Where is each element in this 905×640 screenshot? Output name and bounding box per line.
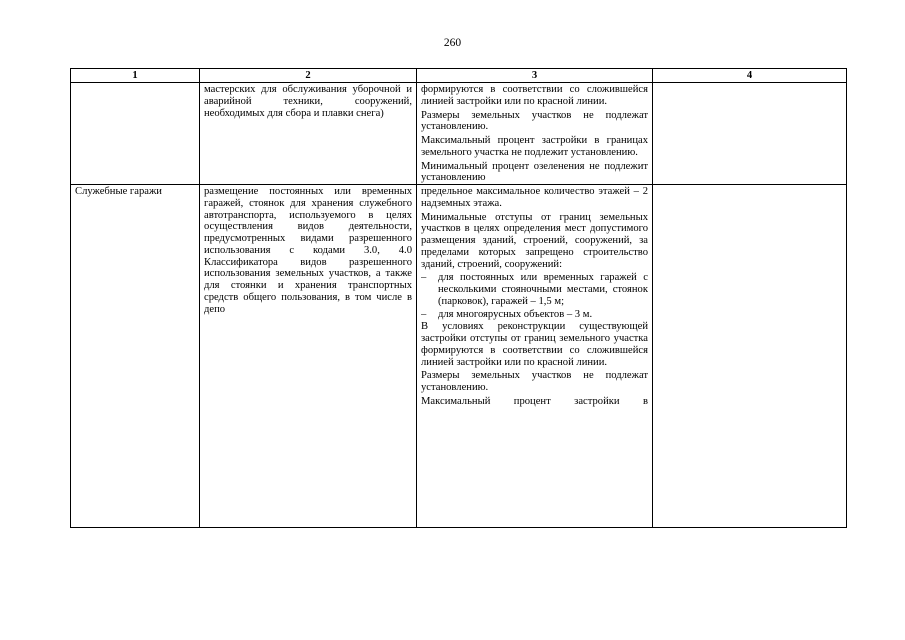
use-description-cell: мастерских для обслуживания уборочной и аварийной техники, сооружений, необходимых для сбора и плавки снега): [200, 83, 417, 185]
table-row: [71, 83, 847, 185]
table-row: [71, 185, 847, 528]
parameter-paragraph: формируются в соответствии со сложившейся линией застройки или по красной линии.: [421, 84, 648, 107]
parameter-paragraph: Минимальные отступы от границ земельных участков в целях определения мест допустимого размещения зданий, строений, сооружений, за пределами которых запрещено строительство зданий, строений, сооружений:: [421, 211, 648, 270]
parameter-paragraph: Максимальный процент застройки в границах земельного участка не подлежит установлению.: [421, 135, 648, 158]
parameters-content: [421, 186, 648, 527]
parameter-paragraph: Максимальный процент застройки в: [421, 395, 648, 407]
list-item: – для постоянных или временных гаражей с несколькими стояночными местами, стоянок (парковок), гаражей – 1,5 м;: [421, 272, 648, 307]
use-description-cell: размещение постоянных или временных гаражей, стоянок для хранения служебного автотранспорта, используемого в целях осуществления видов деятельности, предусмотренных видами разрешенного использования с кодами 3.0, 4.0 Классификатора видов разрешенного использования земельных участков, а также для стоянки и хранения транспортных средств общего пользования, в том числе в депо: [200, 185, 417, 528]
page-number: 260: [443, 37, 462, 49]
parameters-cell: [417, 185, 653, 528]
use-type-cell: [71, 83, 200, 185]
parameter-paragraph: Размеры земельных участков не подлежат установлению.: [421, 109, 648, 133]
column-header-4: 4: [653, 69, 847, 83]
notes-cell: [653, 83, 847, 185]
list-item: – для многоярусных объектов – 3 м.: [421, 309, 648, 321]
parameter-paragraph: предельное максимальное количество этажей – 2 надземных этажа.: [421, 186, 648, 209]
parameter-paragraph: В условиях реконструкции существующей застройки отступы от границ земельного участка формируются в соответствии со сложившейся линией застройки или по красной линии.: [421, 321, 648, 368]
column-header-3: 3: [417, 69, 653, 83]
parameters-cell: [417, 83, 653, 185]
notes-cell: [653, 185, 847, 528]
zoning-table: [70, 68, 847, 528]
table-header-row: [71, 69, 847, 83]
parameter-paragraph: Минимальный процент озеленения не подлежит установлению: [421, 160, 648, 184]
column-header-2: 2: [200, 69, 417, 83]
parameter-paragraph: Размеры земельных участков не подлежат установлению.: [421, 370, 648, 393]
use-type-cell: Служебные гаражи: [71, 185, 200, 528]
column-header-1: 1: [71, 69, 200, 83]
setback-list: [421, 272, 648, 320]
